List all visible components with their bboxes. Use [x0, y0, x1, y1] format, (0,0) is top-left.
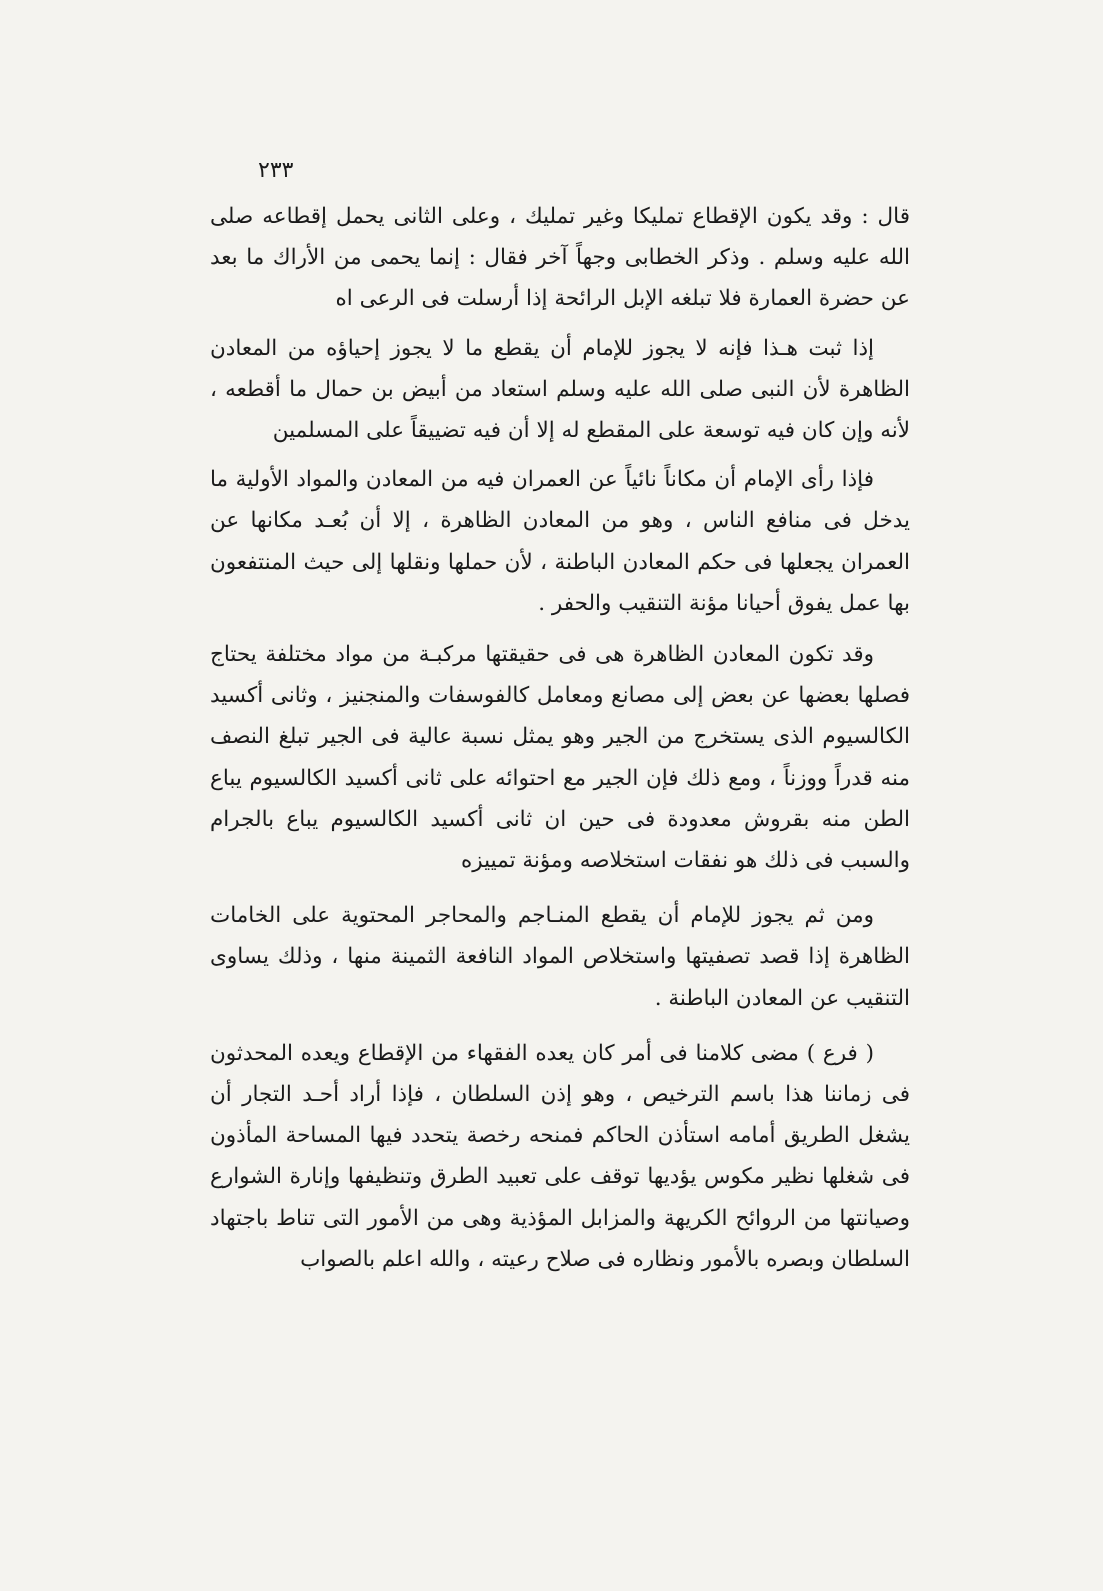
paragraph-2: إذا ثبت هـذا فإنه لا يجوز للإمام أن يقطع ما لا يجوز إحياؤه من المعادن الظاهرة لأن النبى صلى الله عليه وسلم استعاد من أبيض بن حمال ما أقطعه ، لأنه وإن كان فيه توسعة على المقطع له إلا أن فيه تضييقاً على المسلمين — [210, 335, 910, 444]
page-number: ٢٣٣ — [258, 158, 294, 183]
paragraph-5: ومن ثم يجوز للإمام أن يقطع المنـاجم والمحاجر المحتوية على الخامات الظاهرة إذا قصد تصفيتها واستخلاص المواد النافعة الثمينة منها ، وذلك يساوى التنقيب عن المعادن الباطنة . — [210, 903, 910, 1011]
paragraph-3: فإذا رأى الإمام أن مكاناً نائياً عن العمران فيه من المعادن والمواد الأولية ما يدخل فى منافع الناس ، وهو من المعادن الظاهرة ، إلا أن بُعـد مكانها عن العمران يجعلها فى حكم المعادن الباطنة ، لأن حملها ونقلها إلى حيث المنتفعون بها عمل يفوق أحيانا مؤنة التنقيب والحفر . — [210, 467, 910, 616]
paragraph-4: وقد تكون المعادن الظاهرة هى فى حقيقتها مركبـة من مواد مختلفة يحتاج فصلها بعضها عن بعض إلى مصانع ومعامل كالفوسفات والمنجنيز ، وثانى أكسيد الكالسيوم الذى يستخرج من الجير وهو يمثل نسبة عالية فى الجير تبلغ النصف منه قدراً ووزناً ، ومع ذلك فإن الجير مع احتوائه على ثانى أكسيد الكالسيوم يباع الطن منه بقروش معدودة فى حين ان ثانى أكسيد الكالسيوم يباع بالجرام والسبب فى ذلك هو نفقات استخلاصه ومؤنة تمييزه — [210, 642, 910, 874]
paragraph-1: قال : وقد يكون الإقطاع تمليكا وغير تمليك ، وعلى الثانى يحمل إقطاعه صلى الله عليه وسلم . وذكر الخطابى وجهاً آخر فقال : إنما يحمى من الأراك ما بعد عن حضرة العمارة فلا تبلغه الإبل الرائحة إذا أرسلت فى الرعى اه — [210, 204, 910, 312]
paragraph-6: ( فرع ) مضى كلامنا فى أمر كان يعده الفقهاء من الإقطاع ويعده المحدثون فى زماننا هذا باسم الترخيص ، وهو إذن السلطان ، فإذا أراد أحـد التجار أن يشغل الطريق أمامه استأذن الحاكم فمنحه رخصة يتحدد فيها المساحة المأذون فى شغلها نظير مكوس يؤديها توقف على تعبيد الطرق وتنظيفها وإنارة الشوارع وصيانتها من الروائح الكريهة والمزابل المؤذية وهى من الأمور التى تناط باجتهاد السلطان وبصره بالأمور ونظاره فى صلاح رعيته ، والله اعلم بالصواب — [210, 1040, 910, 1272]
body-text — [210, 196, 910, 1280]
